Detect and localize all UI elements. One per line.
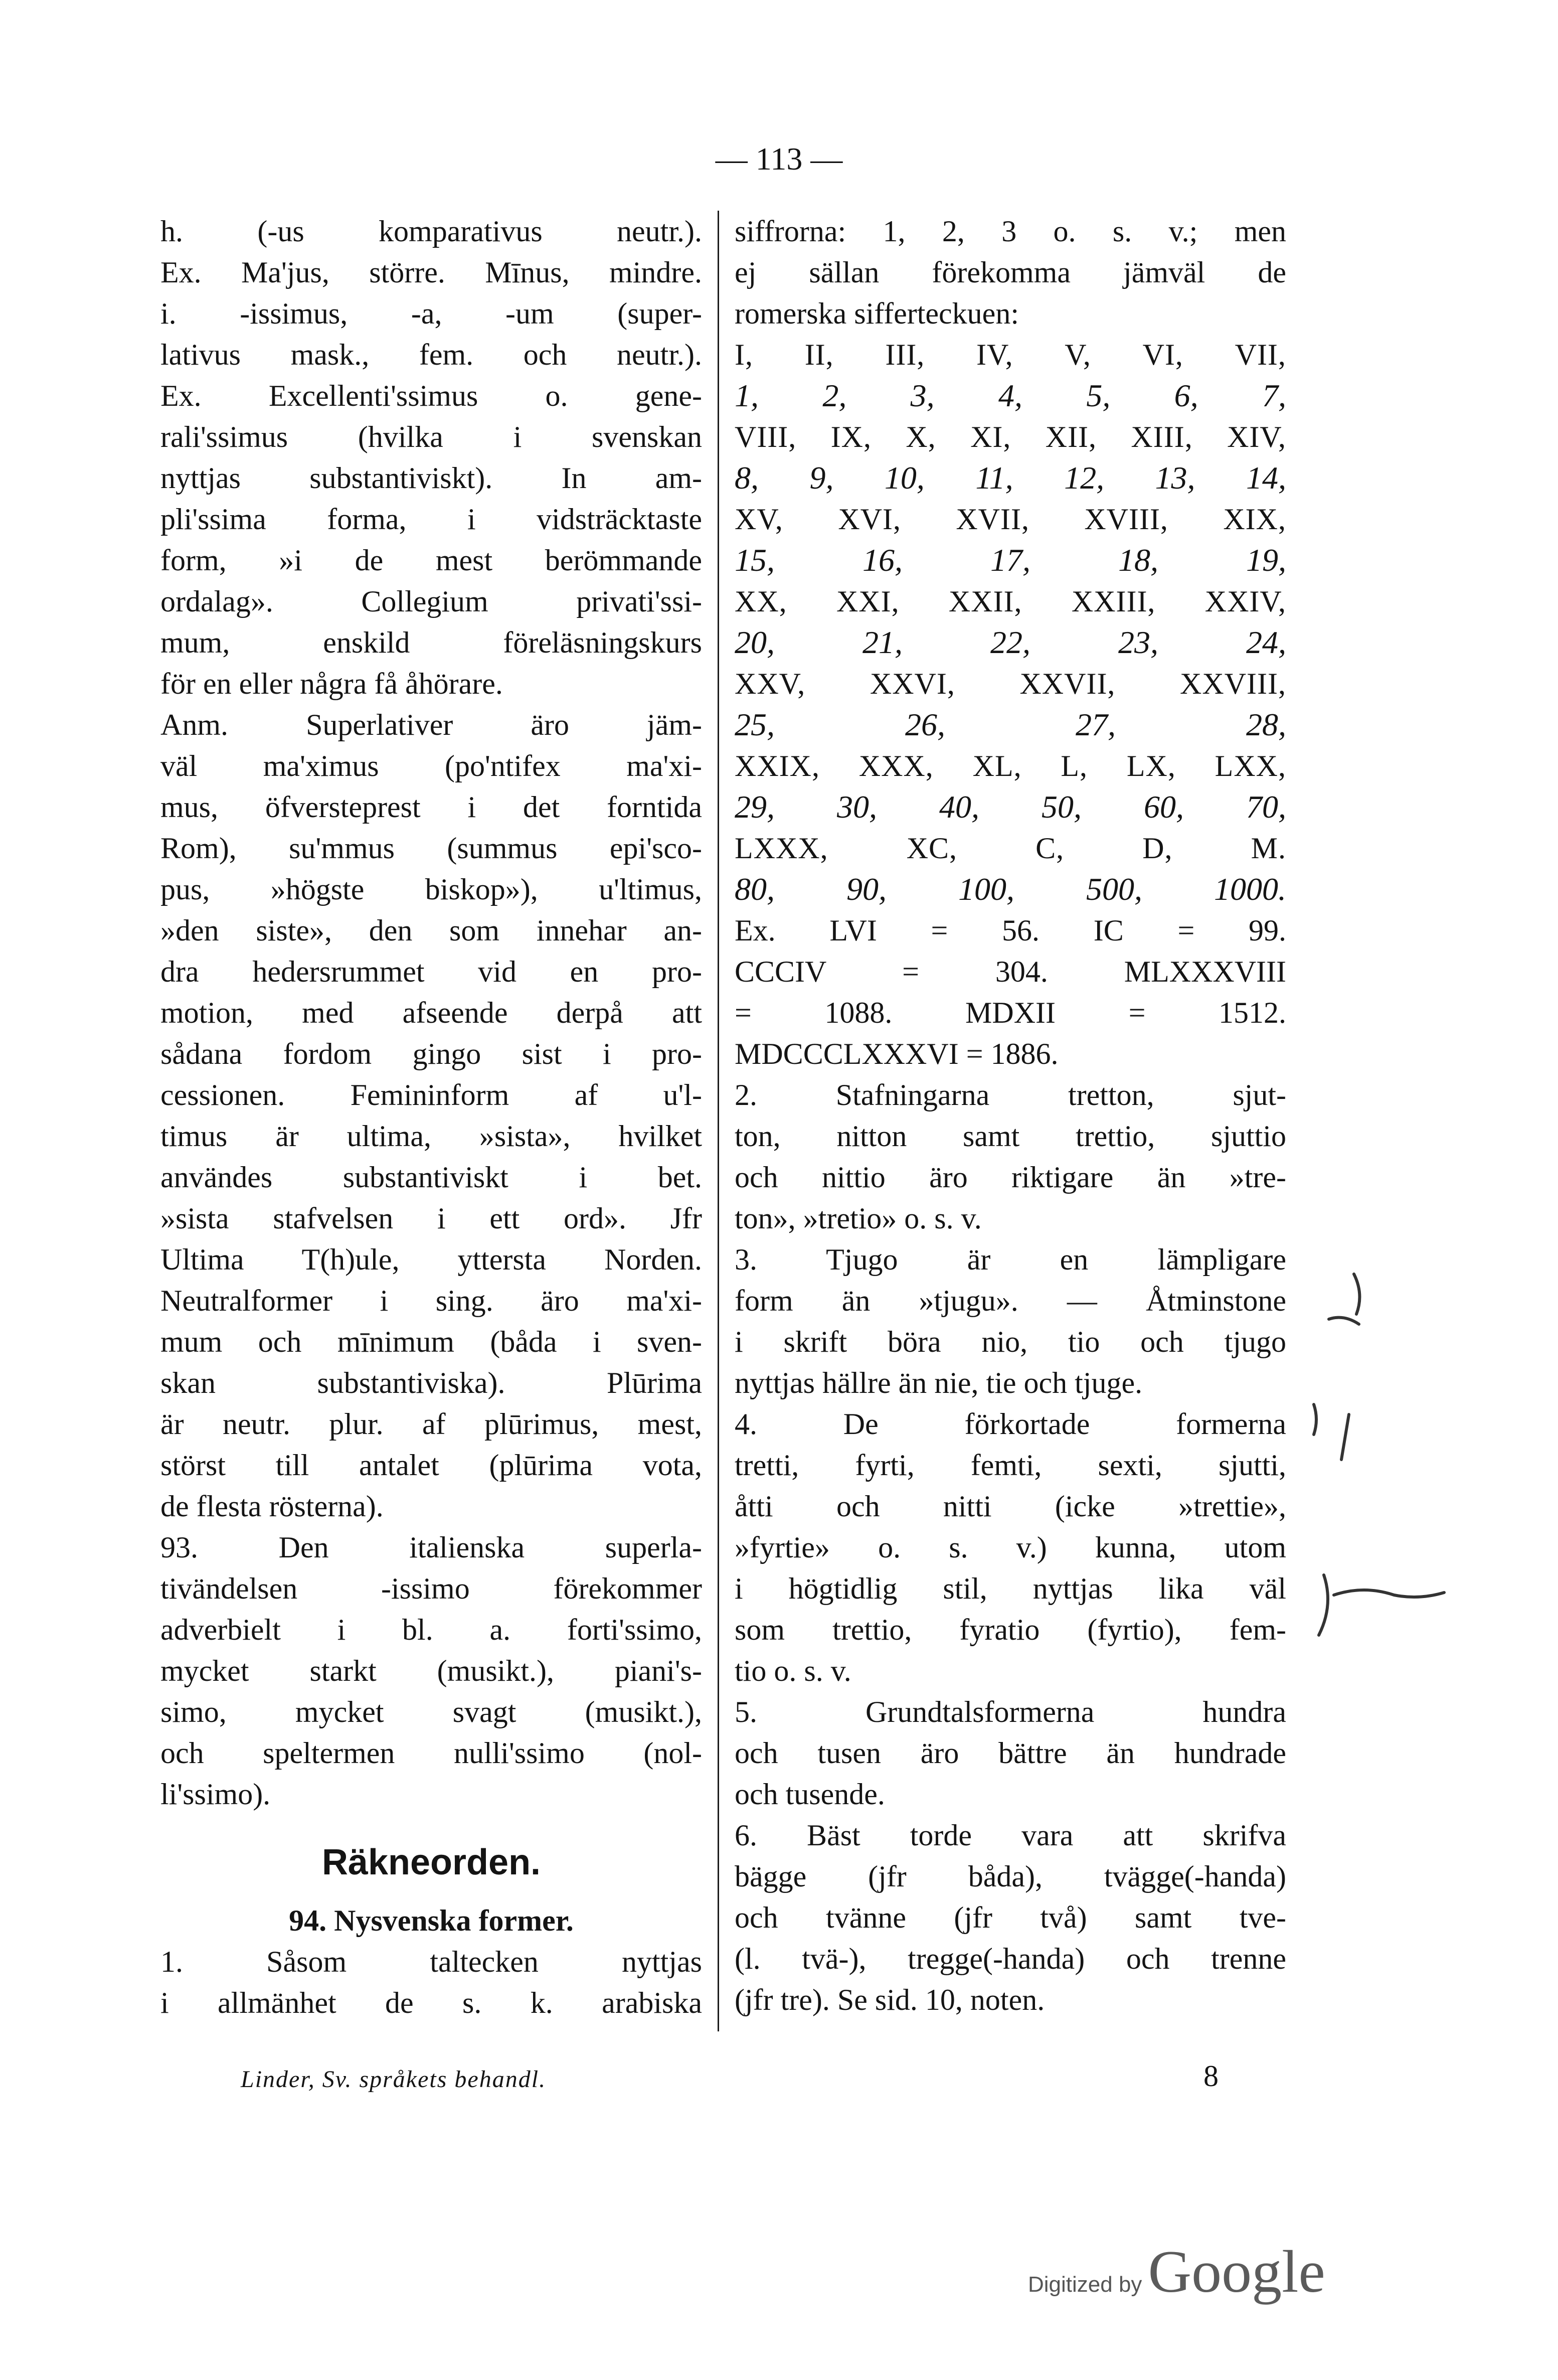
arabic-numeral: 9, — [809, 460, 834, 496]
arabic-numeral: 4, — [998, 378, 1022, 413]
roman-numeral: VII, — [1235, 338, 1286, 371]
arabic-numeral-row — [735, 869, 1286, 910]
arabic-numeral: 12, — [1064, 460, 1105, 496]
roman-numeral-row — [735, 581, 1286, 622]
page-number: — 113 — — [715, 141, 843, 177]
roman-numeral: XIX, — [1223, 503, 1286, 536]
text-line: i allmänhet de s. k. arabiska — [160, 1986, 702, 2019]
text-line: störst till antalet (plūrima vota, — [160, 1449, 702, 1482]
arabic-numeral-row — [735, 540, 1286, 581]
text-line: nyttjas substantiviskt). In am- — [160, 461, 702, 495]
left-column — [160, 211, 702, 2023]
roman-numeral: XV, — [735, 503, 783, 536]
roman-numeral: VIII, — [735, 420, 797, 453]
text-line: rali'ssimus (hvilka i svenskan — [160, 420, 702, 453]
arabic-numeral: 70, — [1246, 789, 1286, 825]
arabic-numeral-row — [735, 704, 1286, 745]
arabic-numeral: 90, — [846, 871, 887, 907]
text-line: 3. Tjugo är en lämpligare — [735, 1243, 1286, 1276]
arabic-numeral: 16, — [862, 542, 903, 578]
text-line: h. (-us komparativus neutr.). — [160, 215, 702, 248]
text-line: form, »i de mest berömmande — [160, 544, 702, 577]
arabic-numeral: 24, — [1246, 624, 1286, 660]
arabic-numeral: 500, — [1086, 871, 1142, 907]
roman-numeral-row — [735, 499, 1286, 540]
roman-numeral: XXVI, — [870, 667, 955, 700]
text-line: mum, enskild föreläsningskurs — [160, 626, 702, 659]
text-line: = 1088. MDXII = 1512. — [735, 996, 1286, 1029]
text-line: ej sällan förekomma jämväl de — [735, 256, 1286, 289]
roman-numeral-row — [735, 745, 1286, 786]
text-line: (l. tvä-), tregge(-handa) och trenne — [735, 1942, 1286, 1975]
arabic-numeral: 30, — [837, 789, 877, 825]
text-line: Ex. LVI = 56. IC = 99. — [735, 914, 1286, 947]
arabic-numeral: 2, — [822, 378, 847, 413]
roman-numeral: IX, — [830, 420, 872, 453]
roman-numeral: XC, — [906, 832, 958, 865]
text-line: simo, mycket svagt (musikt.), — [160, 1695, 702, 1728]
arabic-numeral: 13, — [1155, 460, 1195, 496]
arabic-numeral: 29, — [735, 789, 775, 825]
text-line: mum och mīnimum (båda i sven- — [160, 1325, 702, 1358]
roman-numeral-row — [735, 663, 1286, 704]
arabic-numeral: 26, — [905, 707, 945, 742]
arabic-numeral: 25, — [735, 707, 775, 742]
text-line: MDCCCLXXXVI = 1886. — [735, 1037, 1059, 1070]
roman-numeral: XXI, — [836, 585, 900, 618]
arabic-numeral: 15, — [735, 542, 775, 578]
text-line: för en eller några få åhörare. — [160, 667, 503, 700]
text-line: skan substantiviska). Plūrima — [160, 1366, 702, 1399]
arabic-numeral: 17, — [990, 542, 1030, 578]
roman-numeral: XXIV, — [1204, 585, 1286, 618]
roman-numeral: C, — [1035, 832, 1065, 865]
arabic-numeral: 23, — [1118, 624, 1158, 660]
roman-numeral: XXIX, — [735, 749, 820, 782]
sheet-number: 8 — [1203, 2059, 1219, 2093]
text-line: CCCIV = 304. MLXXXVIII — [735, 955, 1286, 988]
text-line: 1. Såsom taltecken nyttjas — [160, 1945, 702, 1978]
roman-numeral: LXXX, — [735, 832, 828, 865]
text-line: 6. Bäst torde vara att skrifva — [735, 1819, 1286, 1852]
roman-numeral: XIII, — [1131, 420, 1193, 453]
digitized-watermark — [1028, 2237, 1325, 2306]
text-line: Neutralformer i sing. äro ma'xi- — [160, 1284, 702, 1317]
arabic-numeral: 100, — [958, 871, 1014, 907]
text-line: väl ma'ximus (po'ntifex ma'xi- — [160, 749, 702, 782]
margin-pencil-marks — [1294, 1214, 1504, 1705]
arabic-numeral: 28, — [1246, 707, 1286, 742]
arabic-numeral: 40, — [939, 789, 979, 825]
roman-numeral: XVII, — [956, 503, 1029, 536]
text-line: »fyrtie» o. s. v.) kunna, utom — [735, 1531, 1286, 1564]
text-line: Ex. Ma'jus, större. Mīnus, mindre. — [160, 256, 702, 289]
roman-numeral: D, — [1142, 832, 1173, 865]
text-line: och tvänne (jfr två) samt tve- — [735, 1901, 1286, 1934]
roman-numeral: XXVII, — [1019, 667, 1116, 700]
text-line: »den siste», den som innehar an- — [160, 914, 702, 947]
roman-numeral-row — [735, 334, 1286, 375]
roman-numeral: XXX, — [858, 749, 934, 782]
arabic-numeral: 11, — [975, 460, 1013, 496]
roman-numeral: XXII, — [948, 585, 1022, 618]
text-line: mycket starkt (musikt.), piani's- — [160, 1654, 702, 1687]
arabic-numeral: 80, — [735, 871, 775, 907]
roman-numeral: XXIII, — [1071, 585, 1156, 618]
roman-numeral: XL, — [972, 749, 1022, 782]
arabic-numeral: 1, — [735, 378, 759, 413]
roman-numeral: L, — [1061, 749, 1088, 782]
arabic-numeral: 19, — [1246, 542, 1286, 578]
roman-numeral: XXV, — [735, 667, 806, 700]
text-line: och nittio äro riktigare än »tre- — [735, 1161, 1286, 1194]
text-line: 4. De förkortade formerna — [735, 1407, 1286, 1441]
arabic-numeral-row — [735, 786, 1286, 828]
roman-numeral-row — [735, 828, 1286, 869]
text-line: bägge (jfr båda), tvägge(-handa) — [735, 1860, 1286, 1893]
roman-numeral: II, — [804, 338, 834, 371]
arabic-numeral: 10, — [884, 460, 925, 496]
arabic-numeral: 18, — [1118, 542, 1158, 578]
text-line: »sista stafvelsen i ett ord». Jfr — [160, 1202, 702, 1235]
text-line: de flesta rösterna). — [160, 1490, 384, 1523]
text-line: form än »tjugu». — Åtminstone — [735, 1284, 1286, 1317]
text-line: i högtidlig stil, nyttjas lika väl — [735, 1572, 1286, 1605]
text-line: dra hedersrummet vid en pro- — [160, 955, 702, 988]
roman-numeral: LX, — [1126, 749, 1176, 782]
text-line: timus är ultima, »sista», hvilket — [160, 1120, 702, 1153]
text-line: som trettio, fyratio (fyrtio), fem- — [735, 1613, 1286, 1646]
column-divider — [718, 211, 719, 2031]
text-line: romerska sifferteckuen: — [735, 297, 1019, 330]
roman-numeral: XX, — [735, 585, 787, 618]
text-line: pli'ssima forma, i vidsträcktaste — [160, 503, 702, 536]
arabic-numeral: 22, — [990, 624, 1030, 660]
text-line: Ex. Excellenti'ssimus o. gene- — [160, 379, 702, 412]
text-line: och speltermen nulli'ssimo (nol- — [160, 1736, 702, 1770]
roman-numeral: M. — [1251, 832, 1286, 865]
arabic-numeral: 14, — [1246, 460, 1286, 496]
roman-numeral: LXX, — [1215, 749, 1286, 782]
roman-numeral: VI, — [1142, 338, 1183, 371]
text-line: och tusen äro bättre än hundrade — [735, 1736, 1286, 1770]
text-line: mus, öfversteprest i det forntida — [160, 790, 702, 824]
section-heading: Räkneorden. — [321, 1842, 541, 1882]
text-line: pus, »högste biskop»), u'ltimus, — [160, 873, 702, 906]
roman-numeral: XVIII, — [1084, 503, 1168, 536]
text-line: Ultima T(h)ule, yttersta Norden. — [160, 1243, 702, 1276]
arabic-numeral: 60, — [1144, 789, 1184, 825]
subsection-heading: 94. Nysvenska former. — [289, 1904, 574, 1937]
text-line: åtti och nitti (icke »trettie», — [735, 1490, 1286, 1523]
arabic-numeral: 21, — [862, 624, 903, 660]
arabic-numeral-row — [735, 622, 1286, 663]
arabic-numeral: 5, — [1086, 378, 1111, 413]
roman-numeral: XII, — [1045, 420, 1097, 453]
arabic-numeral: 20, — [735, 624, 775, 660]
text-line: li'ssimo). — [160, 1778, 271, 1811]
arabic-numeral-row — [735, 457, 1286, 499]
arabic-numeral: 8, — [735, 460, 759, 496]
text-line: Rom), su'mmus (summus epi'sco- — [160, 832, 702, 865]
text-line: användes substantiviskt i bet. — [160, 1161, 702, 1194]
text-line: cessionen. Femininform af u'l- — [160, 1078, 702, 1112]
text-line: är neutr. plur. af plūrimus, mest, — [160, 1407, 702, 1441]
text-line: ton», »tretio» o. s. v. — [735, 1202, 982, 1235]
text-line: tretti, fyrti, femti, sexti, sjutti, — [735, 1449, 1286, 1482]
arabic-numeral: 3, — [910, 378, 935, 413]
roman-numeral: XXVIII, — [1180, 667, 1286, 700]
arabic-numeral-row — [735, 375, 1286, 416]
text-line: tio o. s. v. — [735, 1654, 851, 1687]
text-line: 2. Stafningarna tretton, sjut- — [735, 1078, 1286, 1112]
text-line: (jfr tre). Se sid. 10, noten. — [735, 1983, 1045, 2016]
roman-numeral-row — [735, 416, 1286, 457]
arabic-numeral: 7, — [1262, 378, 1286, 413]
watermark-prefix: Digitized by — [1028, 2272, 1142, 2297]
text-line: 5. Grundtalsformerna hundra — [735, 1695, 1286, 1728]
text-line: 93. Den italienska superla- — [160, 1531, 702, 1564]
roman-numeral: V, — [1065, 338, 1091, 371]
roman-numeral: XVI, — [838, 503, 901, 536]
watermark-brand: Google — [1148, 2238, 1325, 2305]
right-column — [735, 211, 1286, 2020]
text-line: ton, nitton samt trettio, sjuttio — [735, 1120, 1286, 1153]
arabic-numeral: 50, — [1042, 789, 1082, 825]
text-line: adverbielt i bl. a. forti'ssimo, — [160, 1613, 702, 1646]
roman-numeral: III, — [885, 338, 925, 371]
text-line: ordalag». Collegium privati'ssi- — [160, 585, 702, 618]
text-line: lativus mask., fem. och neutr.). — [160, 338, 702, 371]
text-line: i skrift böra nio, tio och tjugo — [735, 1325, 1286, 1358]
text-line: Anm. Superlativer äro jäm- — [160, 708, 702, 741]
text-line: i. -issimus, -a, -um (super- — [160, 297, 702, 330]
text-line: siffrorna: 1, 2, 3 o. s. v.; men — [735, 215, 1286, 248]
arabic-numeral: 27, — [1076, 707, 1116, 742]
text-line: sådana fordom gingo sist i pro- — [160, 1037, 702, 1070]
text-line: motion, med afseende derpå att — [160, 996, 702, 1029]
roman-numeral: I, — [735, 338, 753, 371]
text-line: nyttjas hällre än nie, tie och tjuge. — [735, 1366, 1143, 1399]
printer-signature: Linder, Sv. språkets behandl. — [241, 2066, 547, 2093]
arabic-numeral: 6, — [1174, 378, 1198, 413]
roman-numeral: XIV, — [1227, 420, 1286, 453]
text-line: och tusende. — [735, 1778, 885, 1811]
roman-numeral: X, — [906, 420, 936, 453]
roman-numeral: IV, — [976, 338, 1013, 371]
arabic-numeral: 1000. — [1214, 871, 1286, 907]
text-line: tivändelsen -issimo förekommer — [160, 1572, 702, 1605]
roman-numeral: XI, — [970, 420, 1011, 453]
